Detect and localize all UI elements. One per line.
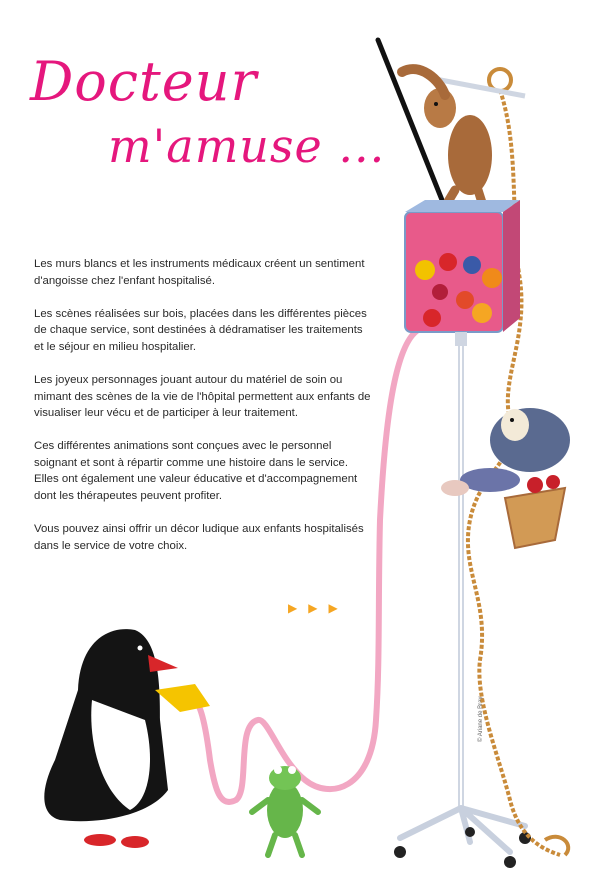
iv-bag-icon xyxy=(405,200,520,346)
paragraph-1: Les murs blancs et les instruments médicaux créent un sentiment d'angoisse chez l'enfant hospitalisé. xyxy=(34,258,365,287)
paragraph-3: Les joyeux personnages jouant autour du matériel de soin ou mimant des scènes de la vie de l'hôpital permettent aux enfants de visualiser leur vécu et de participer à leur traitement. xyxy=(34,373,371,420)
title-line-2: m'amuse ... xyxy=(108,119,386,173)
paragraph-4: Ces différentes animations sont conçues avec le personnel soignant et sont à répartir comme une histoire dans le service. Elles ont également une valeur éducative et d'accompagnement dont les thérapeutes peuvent profiter. xyxy=(34,440,358,503)
paragraph-5: Vous pouvez ainsi offrir un décor ludique aux enfants hospitalisés dans le service de votre choix. xyxy=(34,523,364,552)
penguin-icon xyxy=(44,629,210,848)
illustration-credit: © Ariane de Bray xyxy=(478,696,484,742)
paragraph-2: Les scènes réalisées sur bois, placées dans les différentes pièces de chaque service, sont destinées à dédramatiser les traitements et le séjour en milieu hospitalier. xyxy=(34,307,367,353)
next-arrows-icon[interactable]: ▶▶▶ xyxy=(288,601,349,615)
rabbit-icon xyxy=(378,40,492,215)
title-line-1: Docteur xyxy=(30,50,258,113)
tube xyxy=(195,330,418,802)
